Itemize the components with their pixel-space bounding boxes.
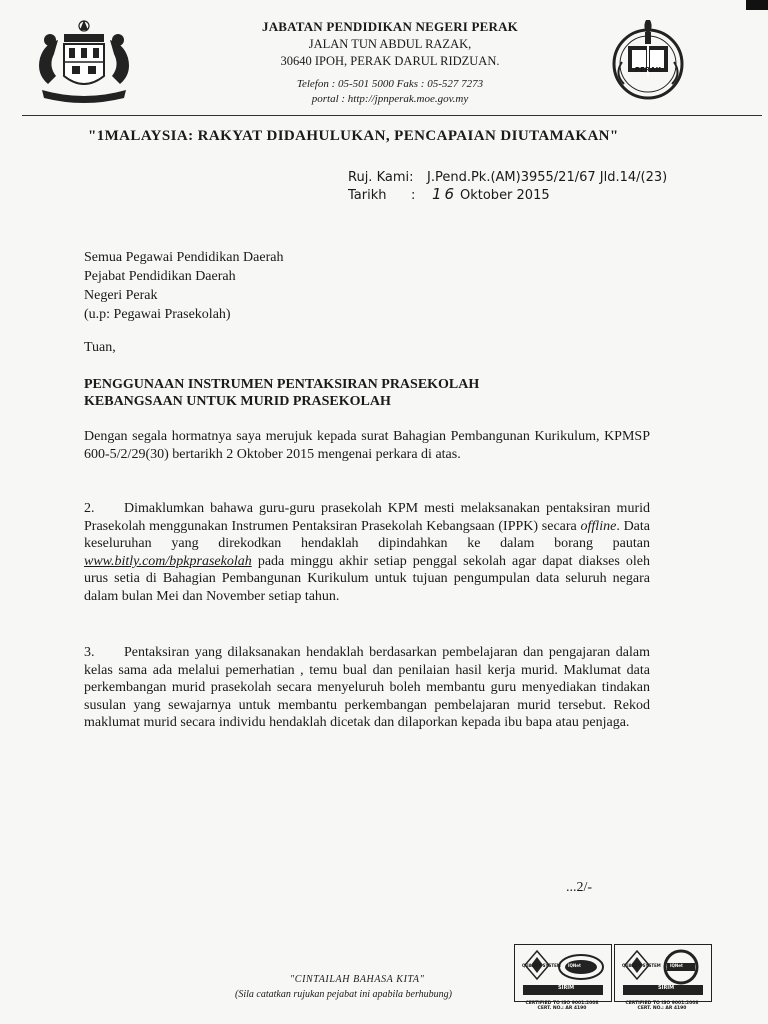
address-line-2: 30640 IPOH, PERAK DARUL RIDZUAN.	[280, 54, 500, 68]
offline-term: offline	[580, 518, 617, 534]
cert-1-badge: IQNet	[568, 963, 581, 968]
sirim-quality-system-icon	[514, 944, 612, 1002]
paragraph-3-number: 3.	[84, 645, 95, 660]
recipient-line-1: Semua Pegawai Pendidikan Daerah	[84, 250, 284, 265]
cert-2-caption	[612, 1001, 712, 1011]
ruj-label: Ruj. Kami:	[348, 170, 414, 185]
cert-1-caption-2: CERT. NO.: AR 4190	[537, 1006, 587, 1011]
paragraph-3	[84, 644, 650, 732]
contact-line: Telefon : 05-501 5000 Faks : 05-527 7273	[296, 78, 484, 90]
bitly-link[interactable]: www.bitly.com/bpkprasekolah	[84, 553, 252, 569]
subject-line-1: PENGGUNAAN INSTRUMEN PENTAKSIRAN PRASEKOLAH	[84, 377, 480, 392]
header-divider	[22, 115, 762, 116]
cert-1-top: QUALITY SYSTEM	[522, 963, 561, 968]
paragraph-3-text: Pentaksiran yang dilaksanakan hendaklah berdasarkan pembelajaran dan pengajaran dalam kelas sama ada melalui pemerhatian , temu bual dan penilaian hasil kerja murid. Maklumat data perkembangan murid prasekolah secara menyeluruh boleh membantu guru menyediakan tindakan susulan yang sewajarnya untuk membantu perkembangan pembelajaran murid tersebut. Rekod maklumat murid secara individu hendaklah dicetak dan dilaporkan kepada ibu bapa atau penjaga.	[84, 645, 650, 731]
slogan: "1MALAYSIA: RAKYAT DIDAHULUKAN, PENCAPAIAN DIUTAMAKAN"	[88, 128, 619, 144]
scan-edge-mark	[746, 0, 768, 10]
page-continuation: ...2/-	[566, 880, 593, 895]
tarikh-day-handwritten: 16	[432, 185, 458, 203]
org-name: JABATAN PENDIDIKAN NEGERI PERAK	[262, 19, 518, 34]
portal-line: portal : http://jpnperak.moe.gov.my	[311, 93, 469, 105]
paragraph-2-text-b: . Data keseluruhan yang direkodkan hendaklah dipindahkan ke dalam borang pautan	[84, 518, 650, 552]
paragraph-2-text-a: Dimaklumkan bahawa guru-guru prasekolah KPM mesti melaksanakan pentaksiran murid Prasekolah menggunakan Instrumen Pentaksiran Prasekolah Kebangsaan (IPPK) secara	[84, 501, 650, 534]
cert-1-bottom: SIRIM	[558, 985, 575, 991]
paragraph-2-number: 2.	[84, 501, 95, 516]
cert-2-top: QUALITY SYSTEM	[622, 963, 661, 968]
tarikh-sep: :	[411, 188, 416, 203]
footer-note: (Sila catatkan rujukan pejabat ini apabila berhubung)	[235, 989, 453, 1000]
footer-motto: "CINTAILAH BAHASA KITA"	[290, 974, 425, 985]
ruj-value: J.Pend.Pk.(AM)3955/21/67 Jld.14/(23)	[427, 170, 668, 185]
jpn-perak-logo-icon	[608, 18, 688, 102]
malaysia-coat-of-arms-icon	[28, 18, 140, 104]
recipient-address	[84, 248, 283, 324]
salutation: Tuan,	[84, 340, 116, 355]
tarikh-rest: Oktober 2015	[460, 188, 550, 203]
iqnet-certification-icon	[614, 944, 712, 1002]
tarikh-label: Tarikh	[348, 188, 387, 203]
subject-line-2: KEBANGSAAN UNTUK MURID PRASEKOLAH	[84, 394, 391, 409]
cert-2-caption-2: CERT. NO.: AR 4190	[637, 1006, 687, 1011]
paragraph-2-text-c: pada minggu akhir setiap penggal sekolah agar dapat diakses oleh urus setia di Bahagian Pembangunan Kurikulum untuk tujuan pengumpulan data seluruh negara dalam bulan Mei dan November setiap tahun.	[84, 553, 650, 604]
paragraph-1: Dengan segala hormatnya saya merujuk kepada surat Bahagian Pembangunan Kurikulum, KPMSP 600-5/2/29(30) bertarikh 2 Oktober 2015 mengenai perkara di atas.	[84, 429, 650, 462]
recipient-line-4: (u.p: Pegawai Prasekolah)	[84, 307, 231, 322]
recipient-line-3: Negeri Perak	[84, 288, 158, 303]
subject-heading	[84, 376, 479, 410]
cert-2-bottom: SIRIM	[658, 985, 675, 991]
cert-2-badge: IQNet	[670, 963, 683, 968]
cert-2-caption-1: CERTIFIED TO ISO 9001:2008	[625, 1001, 699, 1006]
cert-1-caption-1: CERTIFIED TO ISO 9001:2008	[525, 1001, 599, 1006]
address-line-1: JALAN TUN ABDUL RAZAK,	[308, 37, 472, 51]
recipient-line-2: Pejabat Pendidikan Daerah	[84, 269, 236, 284]
logo-perak-text: PERAK	[634, 66, 662, 74]
cert-1-caption	[512, 1001, 612, 1011]
paragraph-2	[84, 500, 650, 606]
